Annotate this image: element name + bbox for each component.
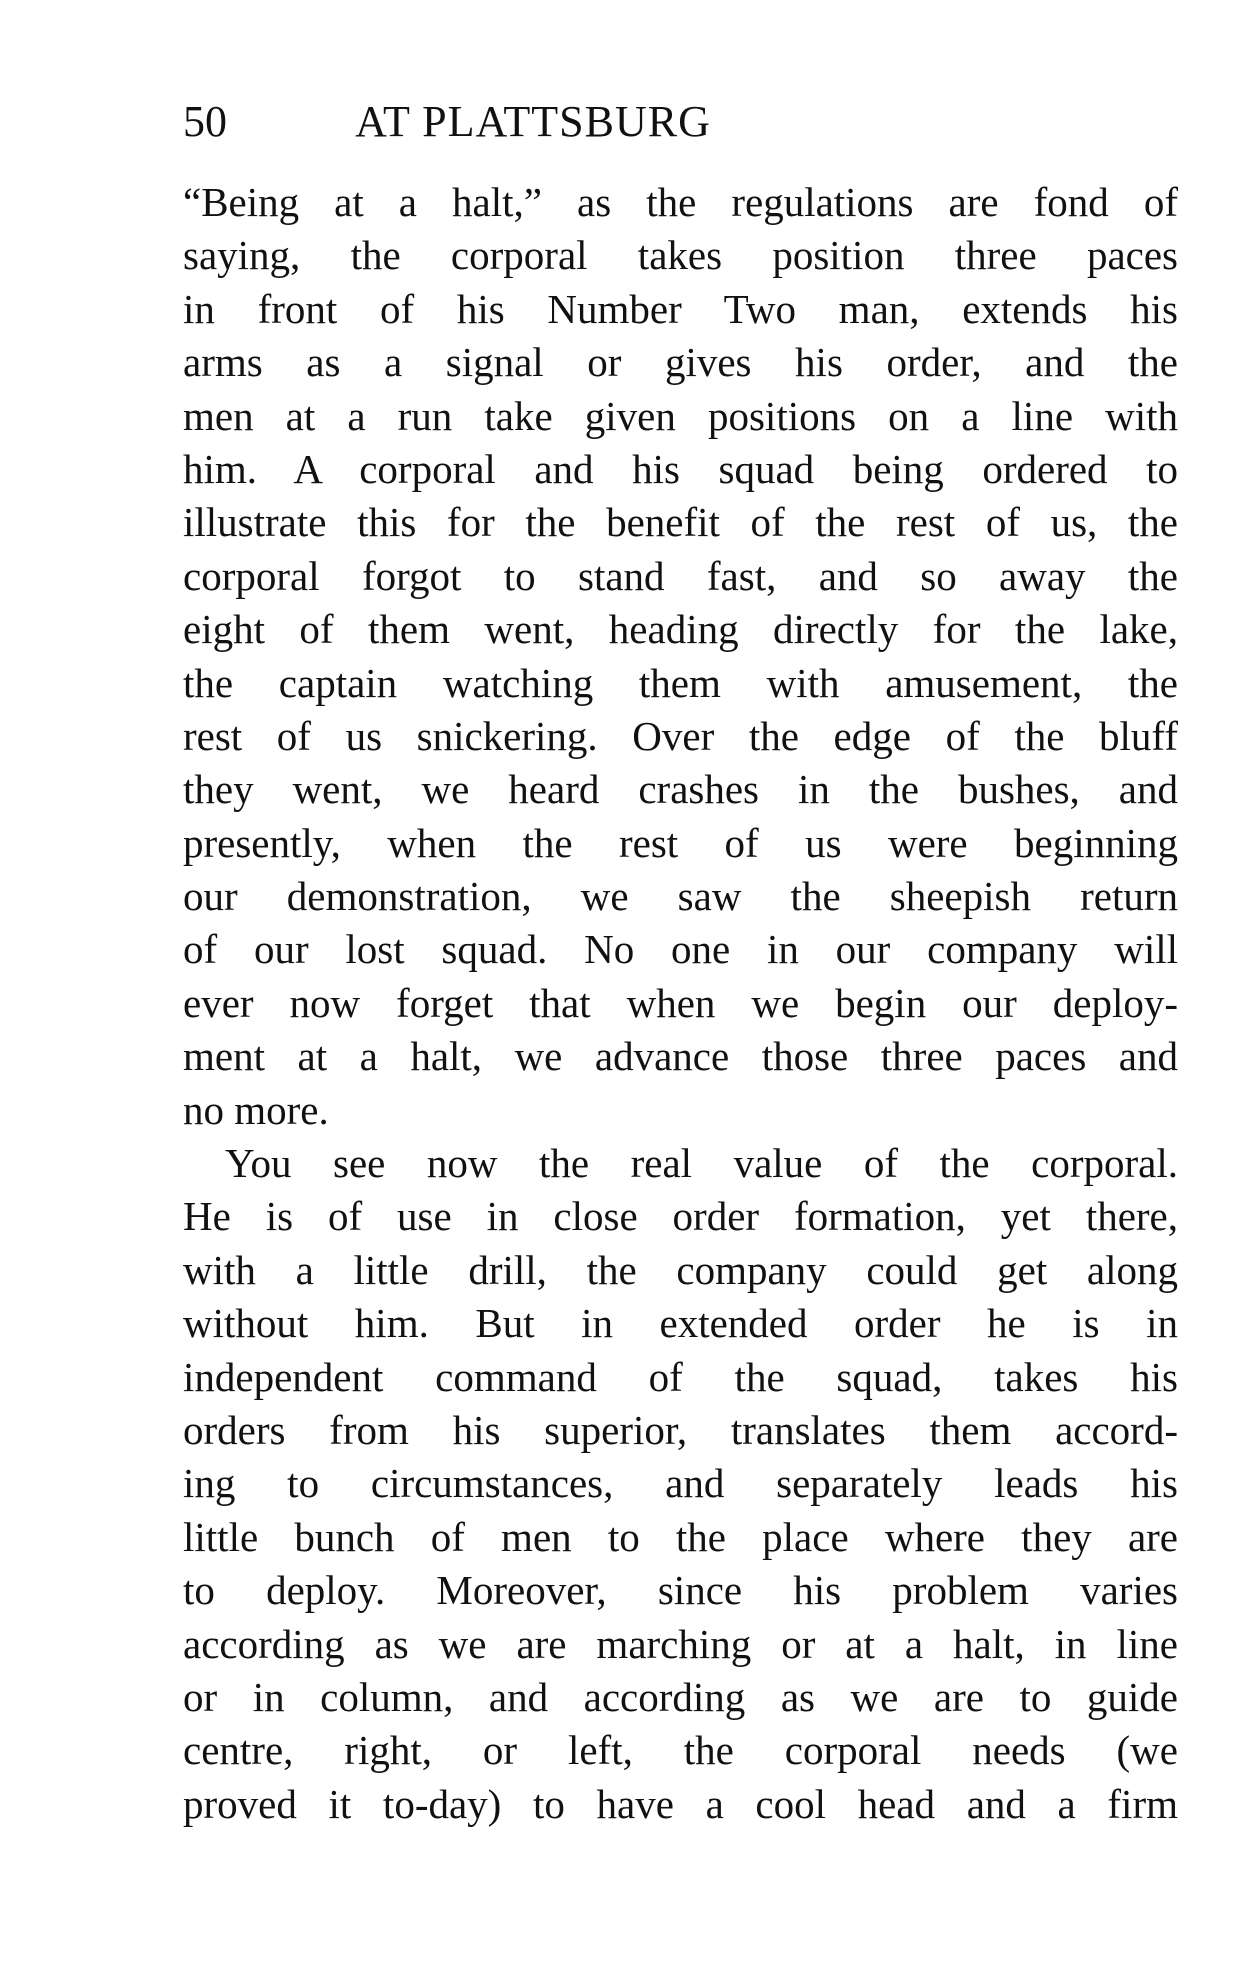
- text-line: “Being at a halt,” as the regulations are fond of: [183, 179, 1178, 225]
- running-head: [183, 92, 1178, 152]
- text-line: ment at a halt, we advance those three paces and: [183, 1033, 1178, 1080]
- running-title: AT PLATTSBURG: [355, 97, 711, 146]
- text-line: rest of us snickering. Over the edge of the bluff: [183, 712, 1178, 759]
- text-line: little bunch of men to the place where they are: [183, 1513, 1178, 1560]
- text-line: He is of use in close order formation, yet there,: [183, 1193, 1178, 1240]
- text-line: You see now the real value of the corporal.: [225, 1140, 1178, 1187]
- text-line: or in column, and according as we are to guide: [183, 1673, 1178, 1720]
- text-line: arms as a signal or gives his order, and the: [183, 339, 1178, 386]
- text-line: independent command of the squad, takes his: [183, 1353, 1178, 1400]
- text-line: without him. But in extended order he is in: [183, 1300, 1178, 1347]
- paragraph-2: [183, 1137, 1178, 1831]
- text-line: illustrate this for the benefit of the rest of us, the: [183, 499, 1178, 546]
- text-line: saying, the corporal takes position three paces: [183, 232, 1178, 279]
- text-line: with a little drill, the company could get along: [183, 1246, 1178, 1293]
- text-line: centre, right, or left, the corporal needs (we: [183, 1727, 1178, 1774]
- text-line: of our lost squad. No one in our company will: [183, 926, 1178, 973]
- text-line: they went, we heard crashes in the bushes, and: [183, 766, 1178, 813]
- body-text: [183, 176, 1178, 1831]
- text-line: in front of his Number Two man, extends his: [183, 285, 1178, 332]
- text-line: eight of them went, heading directly for the lake,: [183, 606, 1178, 653]
- text-line: proved it to-day) to have a cool head and a firm: [183, 1780, 1178, 1827]
- page-number: 50: [183, 97, 227, 146]
- text-line: him. A corporal and his squad being ordered to: [183, 445, 1178, 492]
- text-line: ing to circumstances, and separately leads his: [183, 1460, 1178, 1507]
- text-line: according as we are marching or at a halt, in line: [183, 1620, 1178, 1667]
- text-line: presently, when the rest of us were beginning: [183, 819, 1178, 866]
- text-line: to deploy. Moreover, since his problem varies: [183, 1567, 1178, 1614]
- text-line: our demonstration, we saw the sheepish return: [183, 873, 1178, 920]
- text-line: the captain watching them with amusement, the: [183, 659, 1178, 706]
- text-line: no more.: [183, 1086, 329, 1133]
- text-line: corporal forgot to stand fast, and so away the: [183, 552, 1178, 599]
- text-line: ever now forget that when we begin our deploy-: [183, 979, 1178, 1026]
- text-line: orders from his superior, translates them accord-: [183, 1406, 1178, 1453]
- text-line: men at a run take given positions on a line with: [183, 392, 1178, 439]
- paragraph-1: [183, 176, 1178, 1137]
